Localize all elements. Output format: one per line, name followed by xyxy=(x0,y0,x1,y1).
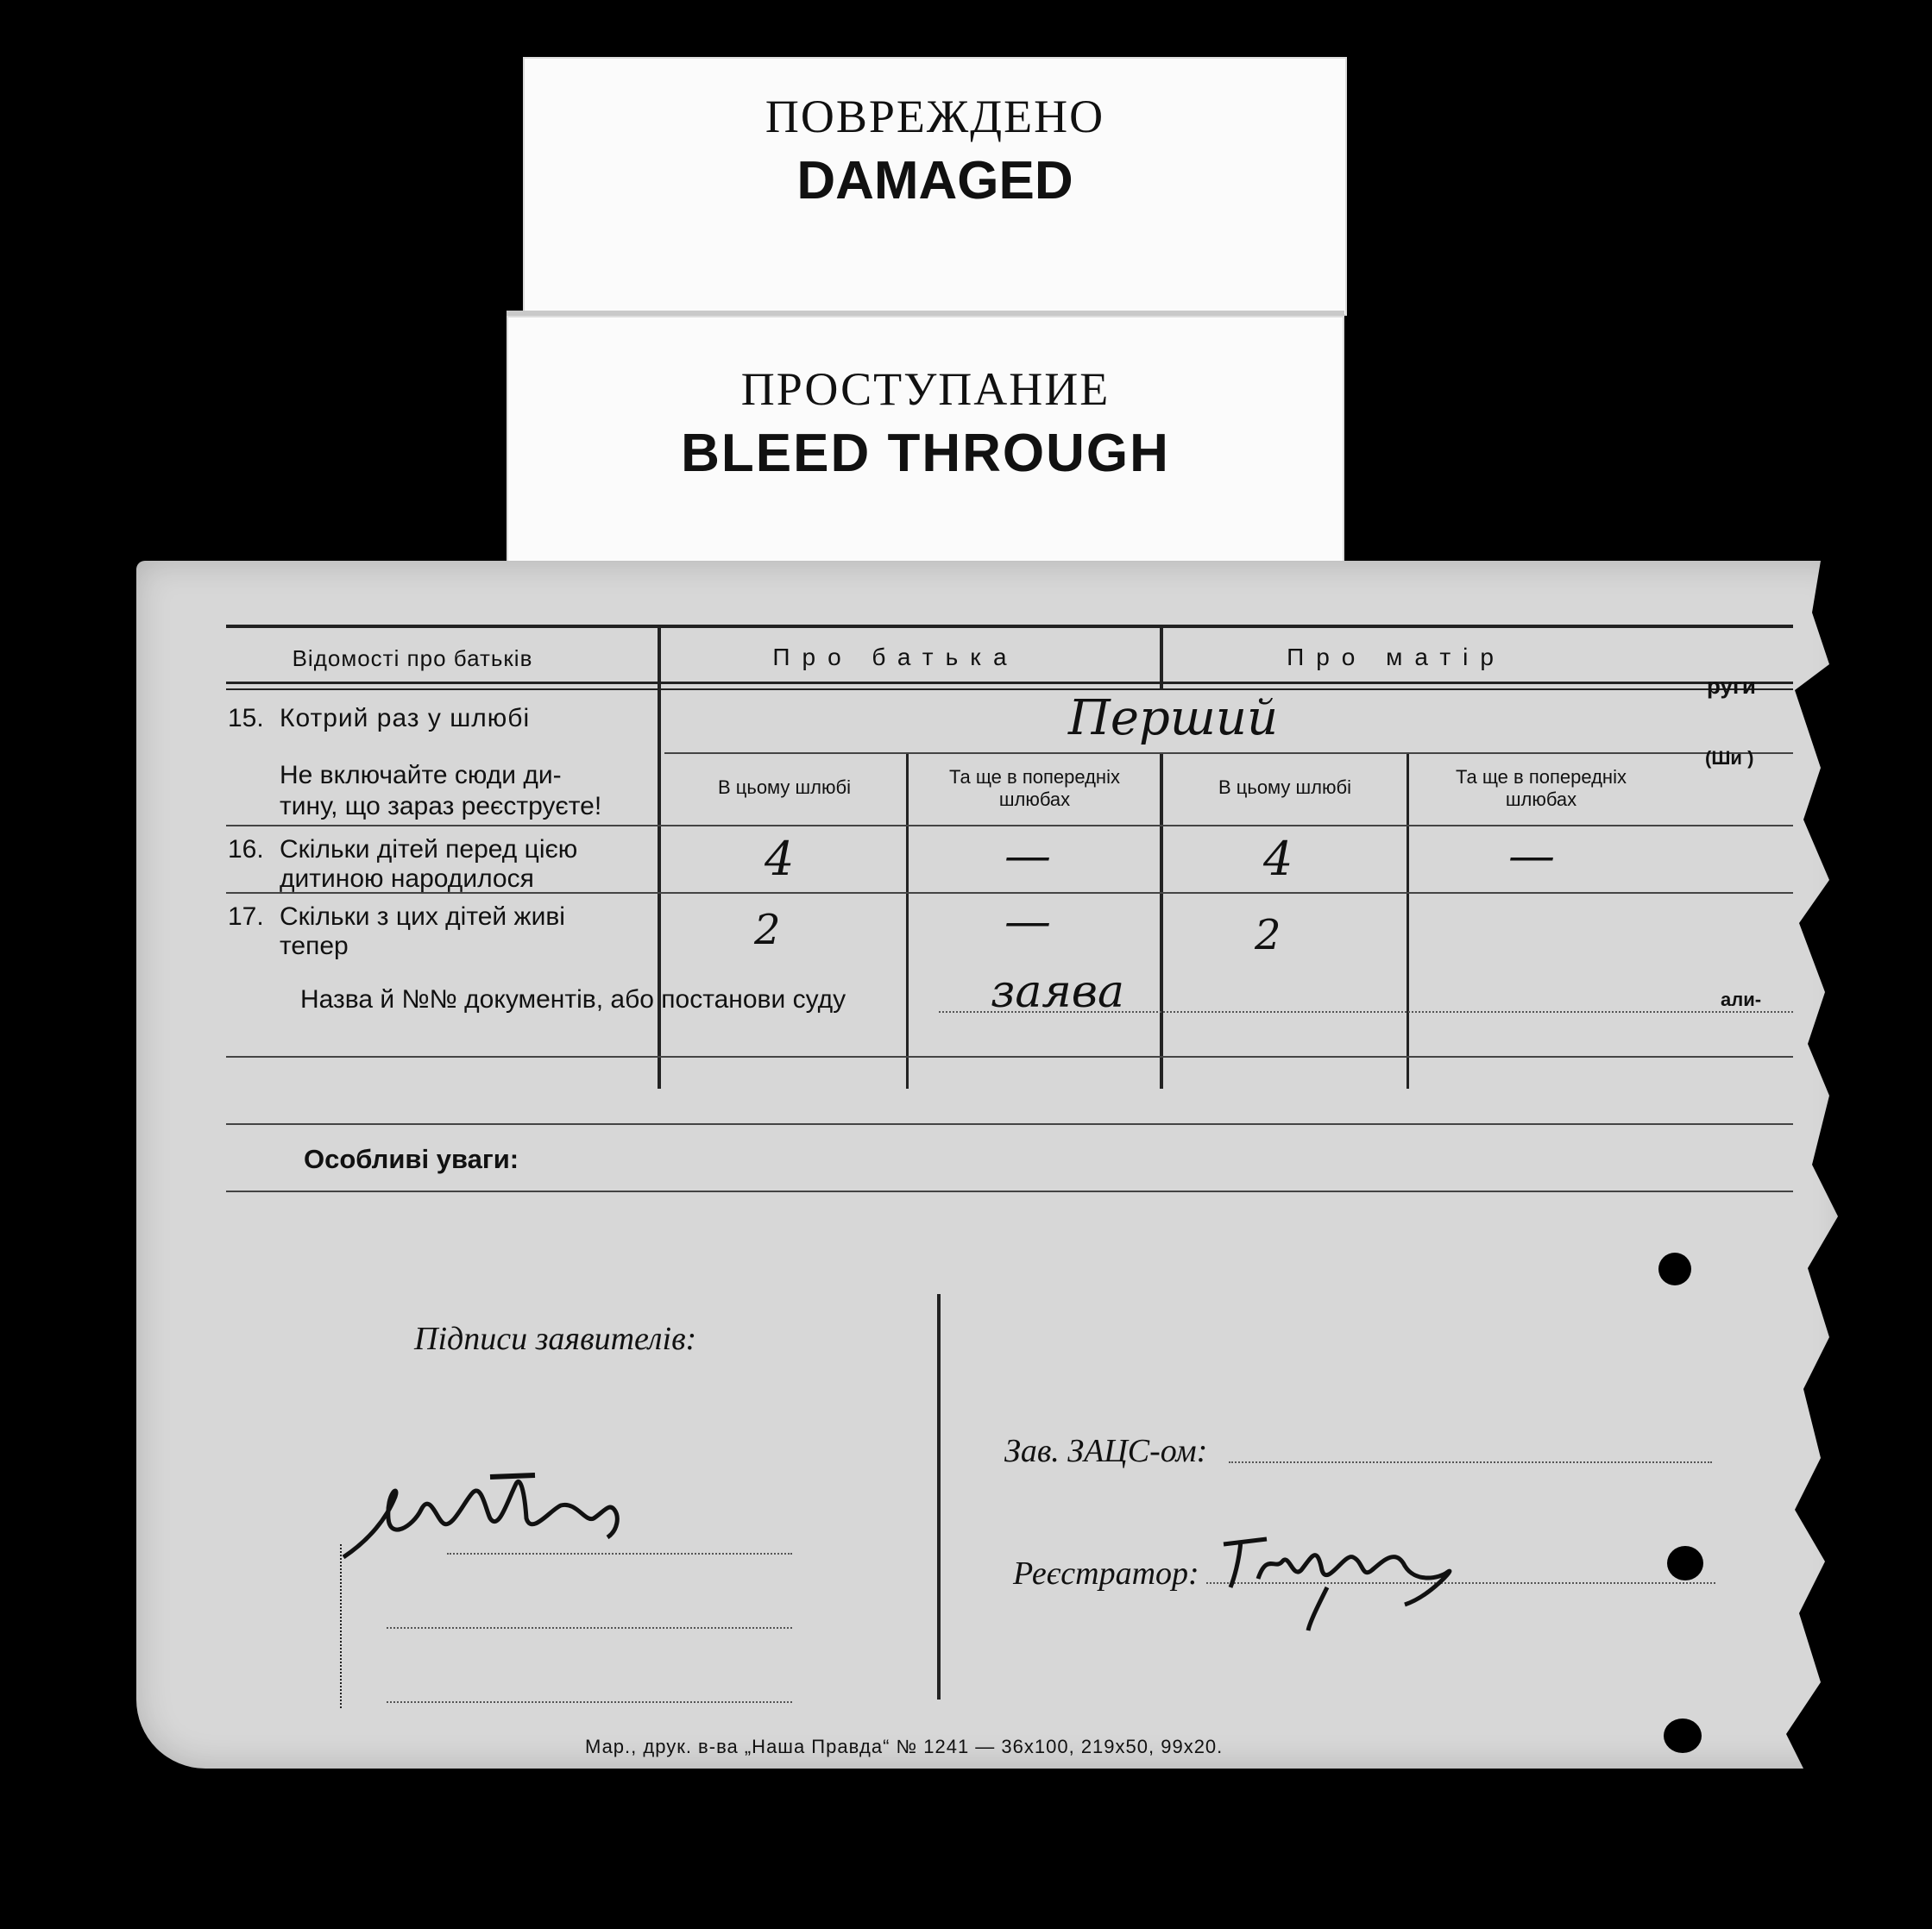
documents-label: Назва й №№ документів, або постанови суду xyxy=(300,985,846,1014)
damaged-label-en: DAMAGED xyxy=(796,151,1073,210)
note-line-1: Не включайте сюди ди- xyxy=(280,761,562,789)
row15-bottom-rule xyxy=(664,752,1793,754)
torn-edge xyxy=(1760,561,1855,1786)
edge-fragment-1: руги xyxy=(1707,673,1756,699)
damaged-label-card xyxy=(523,57,1347,316)
note-bottom-rule xyxy=(226,825,1793,826)
col-divider-1 xyxy=(658,690,661,1089)
row16-mother-this-value: 4 xyxy=(1263,832,1293,886)
row16-father-prev-value: — xyxy=(1004,828,1051,883)
col-divider-1-header xyxy=(658,626,661,688)
row17-line-1: Скільки з цих дітей живі xyxy=(280,902,565,931)
header-bottom-rule-2 xyxy=(226,688,1793,690)
row17-number: 17. xyxy=(228,902,264,931)
mother-prev-marriages-header-1: Та ще в попередніх xyxy=(1456,766,1627,788)
applicant-signature-image xyxy=(335,1458,783,1587)
row16-line-2: дитиною народилося xyxy=(280,864,534,893)
damage-hole-3 xyxy=(1664,1719,1702,1753)
head-zags-line xyxy=(1229,1461,1712,1463)
applicant-signatures-label: Підписи заявителів: xyxy=(414,1321,697,1357)
row16-line-1: Скільки дітей перед цією xyxy=(280,835,578,864)
documents-handwritten-value: заява xyxy=(991,966,1125,1018)
registration-form-sheet xyxy=(136,561,1847,1769)
father-this-marriage-header: В цьому шлюбі xyxy=(717,776,852,798)
bleed-label-ru: ПРОСТУПАНИЕ xyxy=(740,363,1111,415)
header-mother: Про матір xyxy=(1287,644,1506,670)
father-prev-marriages-header-1: Та ще в попередніх xyxy=(949,766,1120,788)
signature-divider xyxy=(937,1294,941,1700)
documents-line-3 xyxy=(226,1123,1793,1125)
row17-father-prev-value: — xyxy=(1004,894,1051,948)
head-zags-label: Зав. ЗАЦС-ом: xyxy=(1004,1433,1208,1469)
table-top-rule xyxy=(226,625,1793,628)
row16-number: 16. xyxy=(228,835,264,864)
edge-fragment-3: али- xyxy=(1721,989,1762,1010)
registrar-label: Реєстратор: xyxy=(1013,1555,1199,1592)
header-parents-info: Відомості про батьків xyxy=(292,645,533,671)
row15-handwritten-value: Перший xyxy=(1068,690,1279,746)
mother-prev-marriages-header-2: шлюбах xyxy=(1505,789,1577,810)
damage-hole-2 xyxy=(1667,1546,1703,1580)
col-divider-mother-sub xyxy=(1407,752,1409,1089)
row16-mother-prev-value: — xyxy=(1508,828,1555,883)
documents-line-2 xyxy=(226,1056,1793,1058)
signature-line-1 xyxy=(447,1553,792,1555)
father-prev-marriages-header-2: шлюбах xyxy=(998,789,1071,810)
damaged-label-ru: ПОВРЕЖДЕНО xyxy=(765,91,1105,142)
row17-mother-this-value: 2 xyxy=(1255,911,1281,959)
special-notes-line xyxy=(226,1191,1793,1192)
col-divider-2 xyxy=(1160,752,1163,1089)
bleed-label-en: BLEED THROUGH xyxy=(681,424,1170,483)
col-divider-2-header xyxy=(1160,626,1163,688)
signature-line-3 xyxy=(387,1701,792,1703)
printer-imprint: Мар., друк. в-ва „Наша Правда“ № 1241 — 36x100, 219x50, 99x20. xyxy=(585,1736,1224,1757)
row15-label: Котрий раз у шлюбі xyxy=(280,704,531,732)
header-father: Про батька xyxy=(772,644,1019,670)
row15-number: 15. xyxy=(228,704,264,732)
row17-father-this-value: 2 xyxy=(754,906,781,954)
note-line-2: тину, що зараз реєструєте! xyxy=(280,792,602,820)
row17-line-2: тепер xyxy=(280,932,349,960)
edge-fragment-2: (Ши ) xyxy=(1705,747,1754,769)
signature-left-bracket xyxy=(340,1544,342,1708)
row16-father-this-value: 4 xyxy=(765,832,795,886)
col-divider-father-sub xyxy=(906,752,909,1089)
mother-this-marriage-header: В цьому шлюбі xyxy=(1218,776,1352,798)
registrar-signature-image xyxy=(1215,1518,1491,1639)
special-notes-label: Особливі уваги: xyxy=(304,1144,519,1174)
signature-line-2 xyxy=(387,1627,792,1629)
bleed-through-label-card xyxy=(507,311,1344,583)
header-bottom-rule xyxy=(226,682,1793,684)
damage-hole-1 xyxy=(1658,1253,1691,1285)
